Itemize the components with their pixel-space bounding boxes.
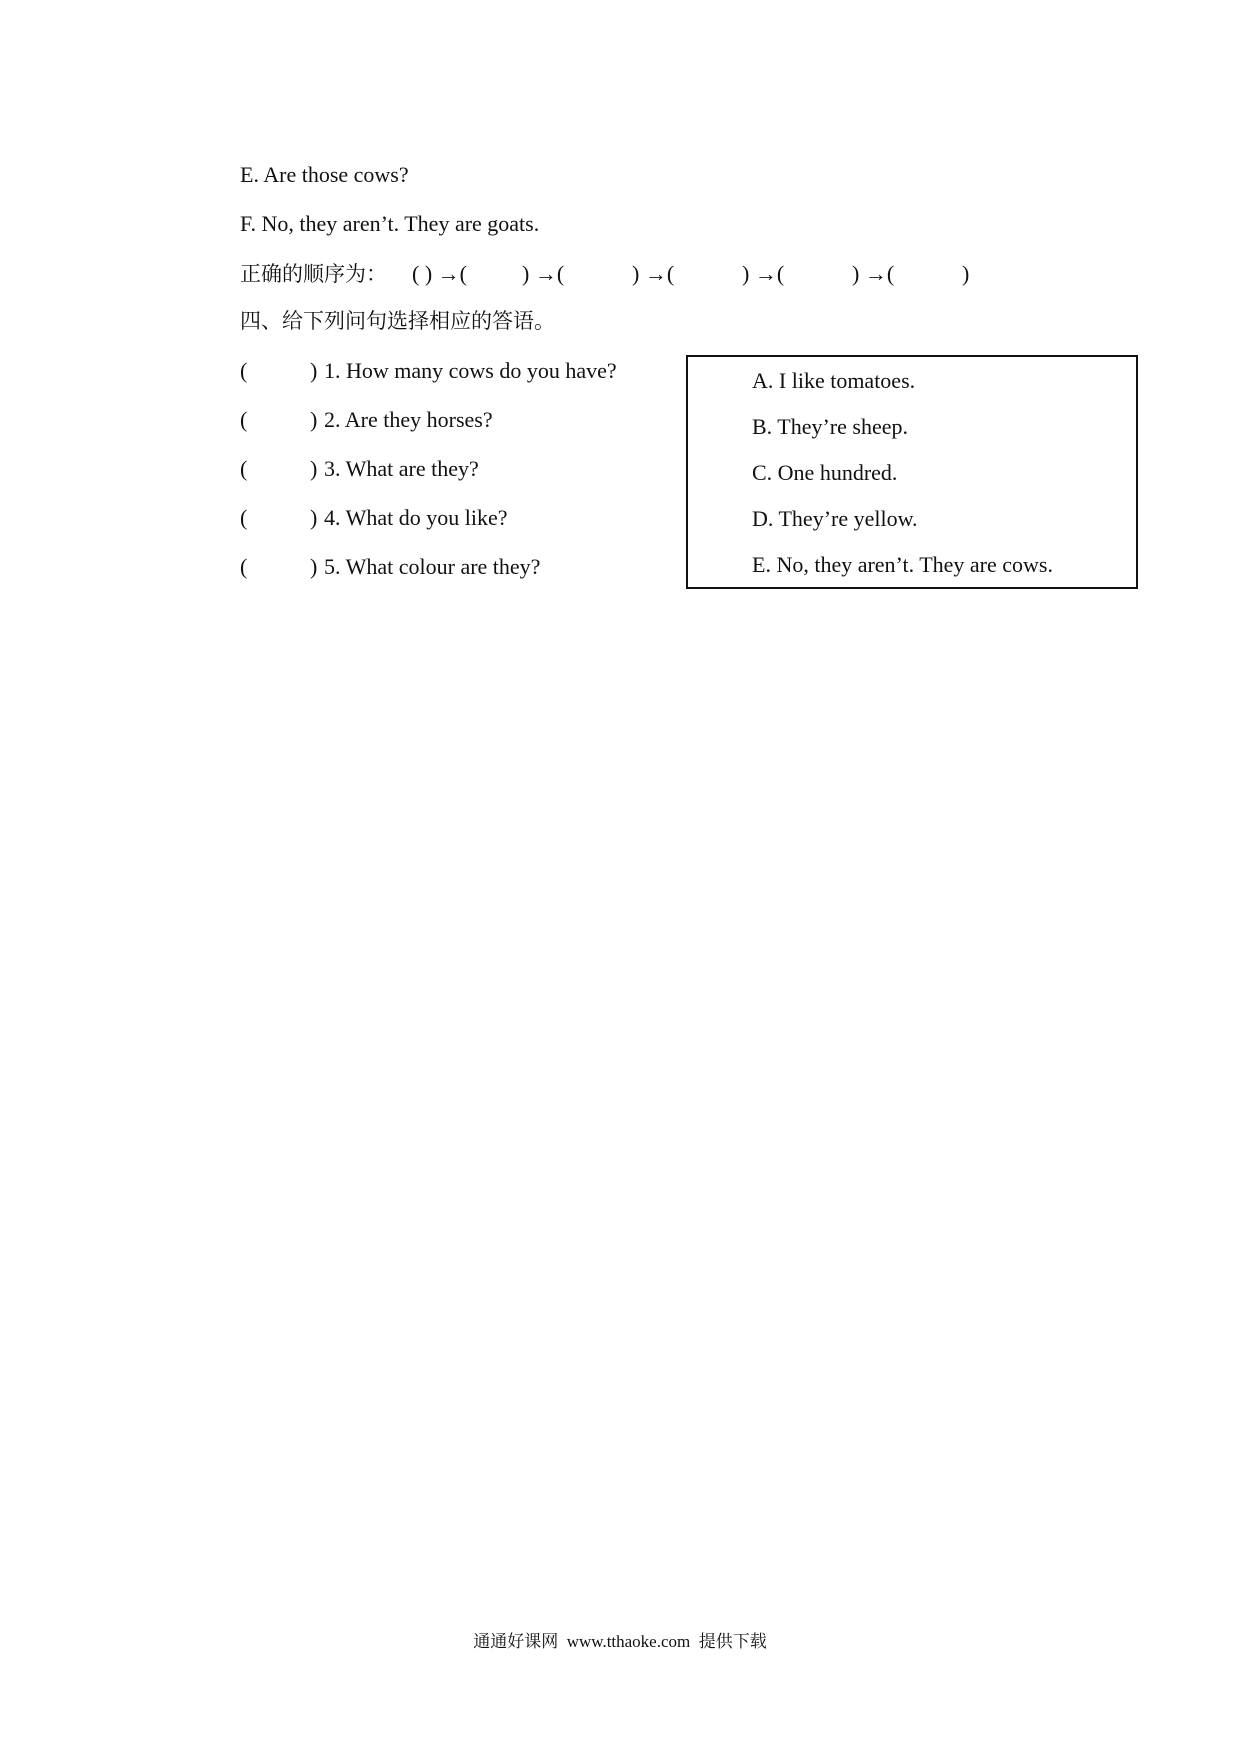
question-text: 3. What are they? xyxy=(324,456,479,481)
question-row xyxy=(240,356,680,386)
question-row xyxy=(240,552,680,582)
answer-blank-open[interactable]: ( xyxy=(240,505,248,530)
answer-blank-open[interactable]: ( xyxy=(240,407,248,432)
answer-blank-close: ) xyxy=(310,554,318,579)
answer-blank-open[interactable]: ( xyxy=(240,554,248,579)
order-slot-5[interactable]: ) →( xyxy=(852,261,895,286)
answer-blank-close: ) xyxy=(310,505,318,530)
order-slot-6[interactable]: ) xyxy=(962,261,970,286)
answer-option-c: C. One hundred. xyxy=(752,460,898,485)
question-row xyxy=(240,454,680,484)
question-text: 2. Are they horses? xyxy=(324,407,493,432)
footer-site-name: 通通好课网 xyxy=(473,1632,559,1652)
order-label: 正确的顺序为： xyxy=(240,262,387,286)
order-slot-2[interactable]: ) →( xyxy=(522,261,565,286)
option-e: E. Are those cows? xyxy=(240,162,409,187)
answer-option-a: A. I like tomatoes. xyxy=(752,368,916,393)
question-text: 5. What colour are they? xyxy=(324,554,541,579)
question-row xyxy=(240,503,680,533)
question-row xyxy=(240,405,680,435)
footer-url[interactable]: www.tthaoke.com xyxy=(566,1632,691,1651)
answer-blank-close: ) xyxy=(310,358,318,383)
section-4-heading: 四、给下列问句选择相应的答语。 xyxy=(240,309,555,333)
answer-option-d: D. They’re yellow. xyxy=(752,506,918,531)
answer-option-e: E. No, they aren’t. They are cows. xyxy=(752,552,1053,577)
page-footer xyxy=(0,1630,1240,1654)
answer-blank-open[interactable]: ( xyxy=(240,456,248,481)
answer-blank-close: ) xyxy=(310,407,318,432)
question-text: 1. How many cows do you have? xyxy=(324,358,617,383)
order-slot-3[interactable]: ) →( xyxy=(632,261,675,286)
answer-option-b: B. They’re sheep. xyxy=(752,414,908,439)
footer-download-text: 提供下载 xyxy=(698,1632,767,1652)
answer-blank-close: ) xyxy=(310,456,318,481)
order-slot-4[interactable]: ) →( xyxy=(742,261,785,286)
option-f: F. No, they aren’t. They are goats. xyxy=(240,211,540,236)
order-slot-1[interactable]: ( ) →( xyxy=(412,261,467,286)
question-text: 4. What do you like? xyxy=(324,505,508,530)
answer-blank-open[interactable]: ( xyxy=(240,358,248,383)
order-answer-row xyxy=(240,259,1100,289)
answer-options-box xyxy=(686,355,1138,589)
